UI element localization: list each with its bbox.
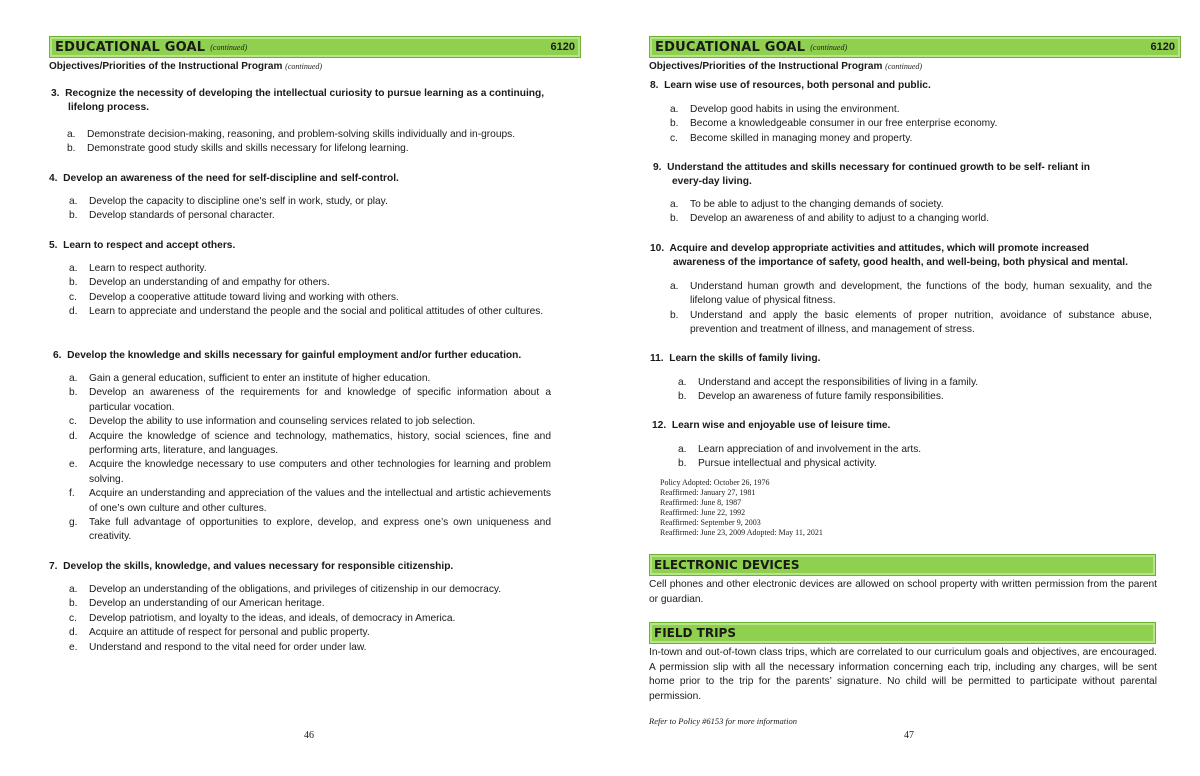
field-trips-text: In-town and out-of-town class trips, which are correlated to our curriculum goals and objectives, are encouraged. A permission slip with all the necessary information concerning each trip, including any charges, will be sent home prior to the trip for the parents’ signature. No child will be permitted to participate without parental permission.	[649, 647, 1157, 702]
list-item: c. Develop a cooperative attitude toward living and working with others.	[69, 291, 399, 303]
goal-7: 7. Develop the skills, knowledge, and values necessary for responsible citizenship.	[49, 561, 454, 572]
section-header	[649, 36, 1181, 58]
policy-code: 6120	[1150, 41, 1175, 53]
list-item: d. Acquire an attitude of respect for personal and public property.	[69, 627, 370, 639]
list-item: c. Develop patriotism, and loyalty to the ideas, and ideals, of democracy in America.	[69, 612, 456, 624]
header-title: EDUCATIONAL GOAL	[655, 39, 806, 55]
list-item: b. Develop standards of personal character.	[69, 210, 275, 222]
list-item: b. Develop an understanding of our American heritage.	[69, 598, 325, 610]
list-item: b. Become a knowledgeable consumer in our free enterprise economy.	[670, 118, 998, 130]
page-number: 47	[904, 730, 914, 741]
list-item: b. Develop an awareness of and ability to adjust to a changing world.	[670, 213, 990, 225]
list-item: b. Develop an awareness of the requirements for and knowledge of specific information about a particular vocation.	[69, 387, 551, 413]
list-item: a. Gain a general education, sufficient to enter an institute of higher education.	[69, 373, 431, 384]
goal-9-items	[670, 198, 1152, 227]
list-item: a. Learn to respect authority.	[69, 263, 207, 274]
list-item: e. Acquire the knowledge necessary to use computers and other technologies for learning and problem solving.	[69, 459, 551, 485]
list-item: e. Understand and respond to the vital need for order under law.	[69, 641, 367, 653]
goal-4-items	[69, 195, 551, 224]
goal-5: 5. Learn to respect and accept others.	[49, 240, 236, 251]
header-continued: (continued)	[210, 42, 248, 52]
goal-12-items	[678, 443, 1152, 472]
list-item: g. Take full advantage of opportunities to explore, develop, and express one’s own uniqueness and creativity.	[69, 517, 551, 543]
subhead: Objectives/Priorities of the Instructional Program (continued)	[649, 61, 923, 72]
goal-6: 6. Develop the knowledge and skills necessary for gainful employment and/or further education.	[53, 350, 522, 361]
goal-4: 4. Develop an awareness of the need for self-discipline and self-control.	[49, 173, 399, 184]
list-item: b. Pursue intellectual and physical activity.	[678, 458, 877, 470]
list-item: a. Develop good habits in using the environment.	[670, 104, 900, 115]
list-item: a. Develop the capacity to discipline one's self in work, study, or play.	[69, 196, 388, 207]
goal-12: 12. Learn wise and enjoyable use of leisure time.	[652, 420, 891, 431]
list-item: b. Develop an awareness of future family responsibilities.	[678, 391, 944, 403]
goal-3-items	[67, 128, 551, 157]
policy-code: 6120	[550, 41, 575, 53]
list-item: c. Develop the ability to use information and counseling services related to job selection.	[69, 416, 476, 428]
page-number: 46	[304, 730, 314, 741]
list-item: a. Learn appreciation of and involvement in the arts.	[678, 444, 922, 455]
goal-8: 8. Learn wise use of resources, both personal and public.	[650, 80, 931, 91]
list-item: a. Understand and accept the responsibilities of living in a family.	[678, 377, 979, 388]
list-item: c. Become skilled in managing money and property.	[670, 132, 913, 144]
goal-5-items	[69, 262, 551, 320]
list-item: b. Understand and apply the basic elements of proper nutrition, avoidance of substance abuse, prevention and treatment of illness, and management of stress.	[670, 309, 1152, 336]
goal-10: 10. Acquire and develop appropriate activities and attitudes, which will promote increased awareness of the importance of safety, good health, and well-being, both physical and mental.	[650, 243, 1128, 268]
goal-7-items	[69, 583, 551, 655]
list-item: d. Learn to appreciate and understand the people and the social and political attitudes of other cultures.	[69, 306, 544, 318]
list-item: f. Acquire an understanding and appreciation of the values and the intellectual and artistic achievements of one’s own culture and other cultures.	[69, 488, 551, 514]
section-header	[49, 36, 581, 58]
subhead: Objectives/Priorities of the Instructional Program (continued)	[49, 61, 323, 72]
list-item: a. Understand human growth and development, the functions of the body, human sexuality, and the lifelong value of physical fitness.	[670, 281, 1152, 307]
field-trips-header: FIELD TRIPS	[649, 622, 1156, 644]
header-title: EDUCATIONAL GOAL	[55, 39, 206, 55]
goal-8-items	[670, 103, 1152, 146]
list-item: b. Develop an understanding of and empathy for others.	[69, 277, 330, 289]
electronic-devices-text: Cell phones and other electronic devices are allowed on school property with written permission from the parent or guardian.	[649, 579, 1157, 605]
list-item: d. Acquire the knowledge of science and technology, mathematics, history, social sciences, fine and performing arts, literature, and languages.	[69, 430, 551, 457]
goal-9: 9. Understand the attitudes and skills necessary for continued growth to be self- reliant in every-day living.	[653, 162, 1091, 187]
header-continued: (continued)	[810, 42, 848, 52]
goal-11: 11. Learn the skills of family living.	[650, 353, 821, 364]
policy-reference: Refer to Policy #6153 for more information	[649, 716, 797, 726]
page-right	[600, 0, 1200, 776]
list-item: a. To be able to adjust to the changing demands of society.	[670, 199, 944, 210]
list-item: b. Demonstrate good study skills and skills necessary for lifelong learning.	[67, 143, 409, 155]
goal-11-items	[678, 376, 1152, 405]
policy-history: Policy Adopted: October 26, 1976 Reaffirmed: January 27, 1981 Reaffirmed: June 8, 1987 Reaffirmed: June 22, 1992 Reaffirmed: September 9, 2003 Reaffirmed: June 23, 2009 Adopted: May 11, 2021	[660, 478, 823, 537]
goal-3: 3. Recognize the necessity of developing the intellectual curiosity to pursue learning as a continuing, lifelong process.	[51, 88, 545, 113]
goal-6-items	[69, 372, 551, 545]
electronic-devices-header: ELECTRONIC DEVICES	[649, 554, 1156, 576]
goal-10-items	[670, 280, 1152, 338]
list-item: a. Develop an understanding of the obligations, and privileges of citizenship in our democracy.	[69, 584, 502, 595]
list-item: a. Demonstrate decision-making, reasoning, and problem-solving skills individually and in-groups.	[67, 129, 516, 140]
